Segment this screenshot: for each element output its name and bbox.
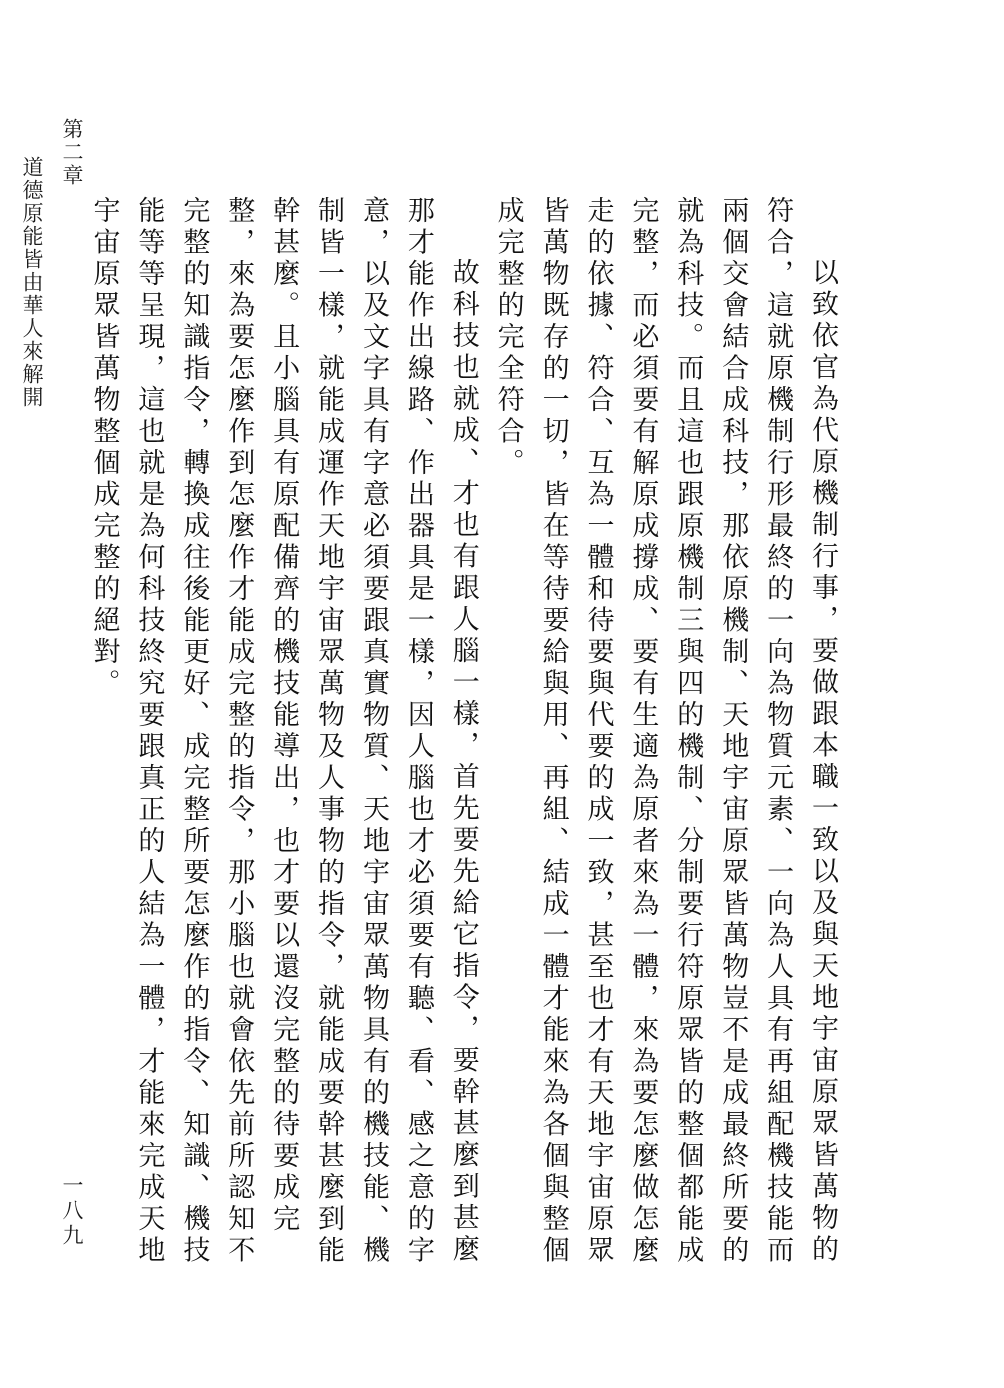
page-number: 一八九: [60, 1174, 84, 1249]
paragraph-1: 以致依官為代原機制行事，要做跟本職一致以及與天地宇宙原眾皆萬物的符合，這就原機制行形最終的一向為物質元素、一向為人具有再組配機技能而兩個交會結合成科技，那依原機制、天地宇宙原眾皆萬物豈不是成最終所要的就為科技。而且這也跟原機制三與四的機制、分制要行符原眾皆的整個都能成完整，而必須要有解原成撐成、要有生適為原者來為一體，來為要怎麼做怎麼走的依據、符合、互為一體和待要與代要的成一致，甚至也才有天地宇宙原眾皆萬物既存的一切，皆在等待要給與用、再組、結成一體才能來為各個與整個成完整的完全符合。: [492, 196, 838, 1267]
paragraph-2: 故科技也就成、才也有跟人腦一樣，首先要先給它指令，要幹甚麼到甚麼那才能作出線路、作出器具是一樣，因人腦也才必須要有聽、看、感之意的字意，以及文字具有字意必須要跟真實物質、天地宇宙眾萬物具有的機技能、機制皆一樣，就能成運作天地宇宙眾萬物及人事物的指令，就能成要幹甚麼到能幹甚麼。且小腦具有原配備齊的機技能導出，也才要以還沒完整的待要成完整，來為要怎麼作到怎麼作才能成完整的指令，那小腦也就會依先前所認知不完整的知識指令，轉換成往後能更好、成完整所要怎麼作的指令、知識、機技能等等呈現，這也就是為何科技終究要跟真正的人結為一體，才能來完成天地宇宙原眾皆萬物整個成完整的絕對。: [88, 196, 479, 1267]
chapter-title: 道德原能皆由華人來解開: [20, 156, 44, 409]
chapter-label: 第二章: [60, 118, 84, 187]
body-text: [88, 196, 844, 1296]
